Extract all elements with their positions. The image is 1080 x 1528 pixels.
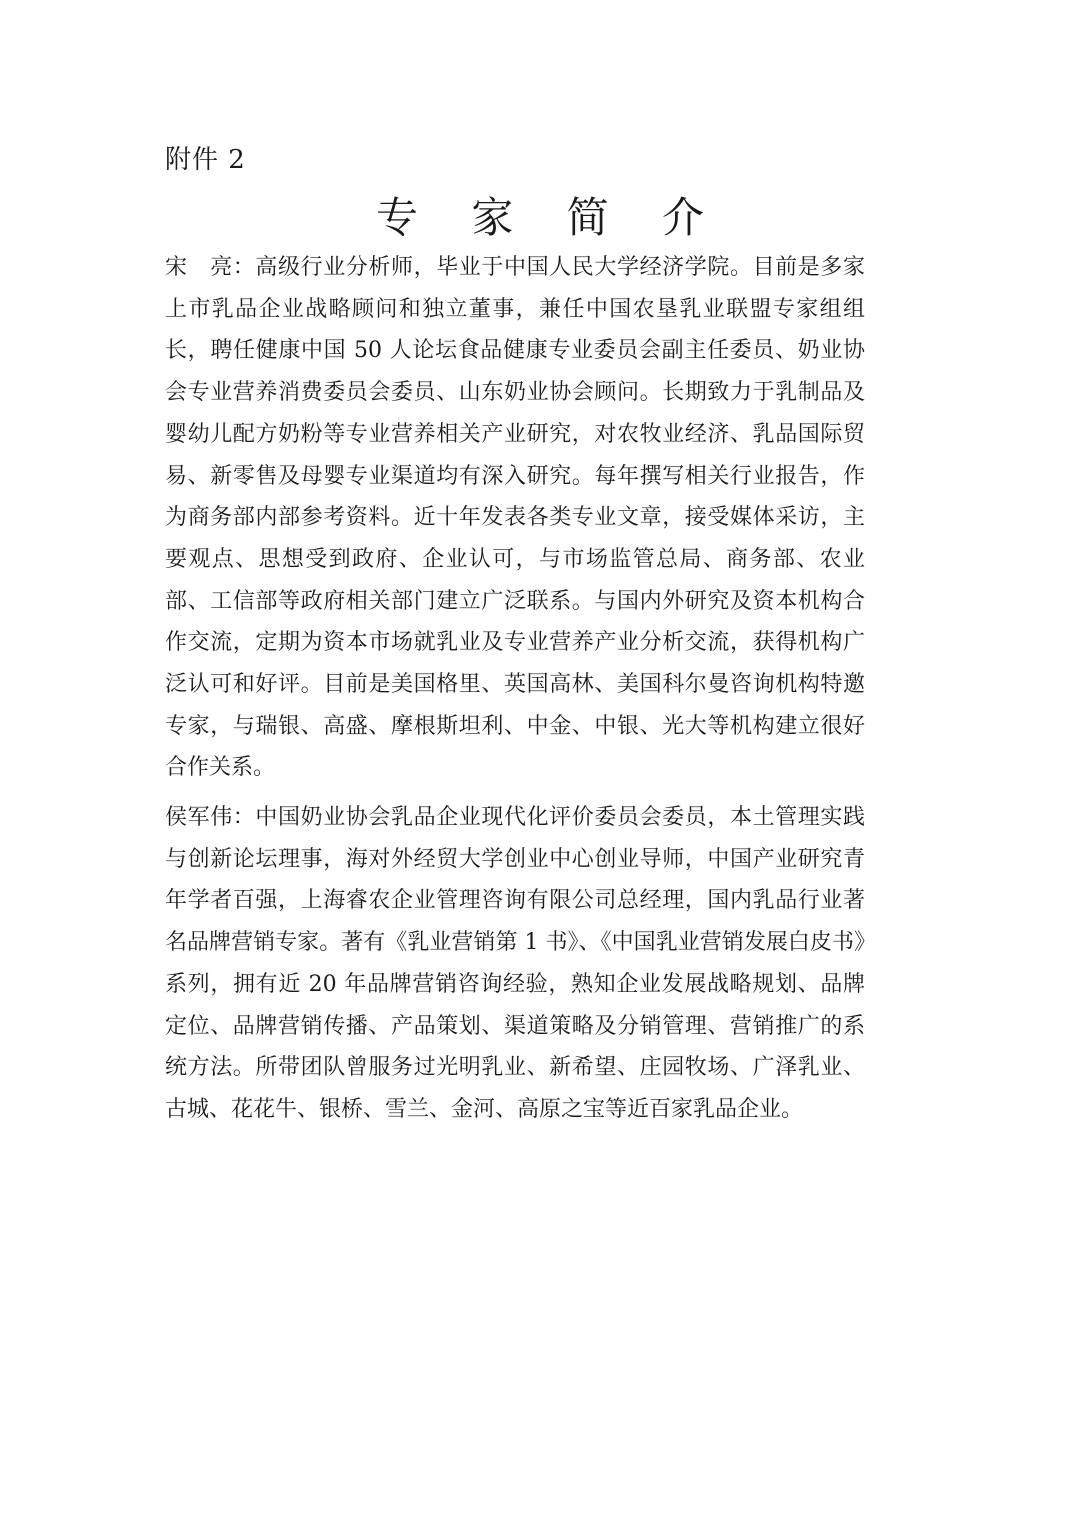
expert-name: 宋 亮 bbox=[165, 255, 233, 280]
colon: ： bbox=[232, 805, 256, 830]
expert-description: 中国奶业协会乳品企业现代化评价委员会委员，本土管理实践与创新论坛理事，海对外经贸大学创业中心创业导师，中国产业研究青年学者百强，上海睿农企业管理咨询有限公司总经理，国内乳品行业著名品牌营销专家。著有《乳业营销第 1 书》、《中国乳业营销发展白皮书》系列，拥有近 20 年品牌营销咨询经验，熟知企业发展战略规划、品牌定位、品牌营销传播、产品策划、渠道策略及分销管理、营销推广的系统方法。所带团队曾服务过光明乳业、新希望、庄园牧场、广泽乳业、古城、花花牛、银桥、雪兰、金河、高原之宝等近百家乳品企业。 bbox=[165, 805, 865, 1122]
expert-description: 高级行业分析师，毕业于中国人民大学经济学院。目前是多家上市乳品企业战略顾问和独立董事，兼任中国农垦乳业联盟专家组组长，聘任健康中国 50 人论坛食品健康专业委员会副主任委员、奶业协会专业营养消费委员会委员、山东奶业协会顾问。长期致力于乳制品及婴幼儿配方奶粉等专业营养相关产业研究，对农牧业经济、乳品国际贸易、新零售及母婴专业渠道均有深入研究。每年撰写相关行业报告，作为商务部内部参考资料。近十年发表各类专业文章，接受媒体采访，主要观点、思想受到政府、企业认可，与市场监管总局、商务部、农业部、工信部等政府相关部门建立广泛联系。与国内外研究及资本机构合作交流，定期为资本市场就乳业及专业营养产业分析交流，获得机构广泛认可和好评。目前是美国格里、英国高林、美国科尔曼咨询机构特邀专家，与瑞银、高盛、摩根斯坦利、中金、中银、光大等机构建立很好合作关系。 bbox=[165, 255, 865, 781]
expert-name: 侯军伟 bbox=[165, 805, 233, 830]
colon: ： bbox=[232, 255, 256, 280]
document-title: 专 家 简 介 bbox=[375, 193, 725, 242]
expert-bio-1 bbox=[165, 247, 865, 789]
expert-bio-2 bbox=[165, 797, 865, 1131]
attachment-label: 附件 2 bbox=[165, 145, 246, 175]
